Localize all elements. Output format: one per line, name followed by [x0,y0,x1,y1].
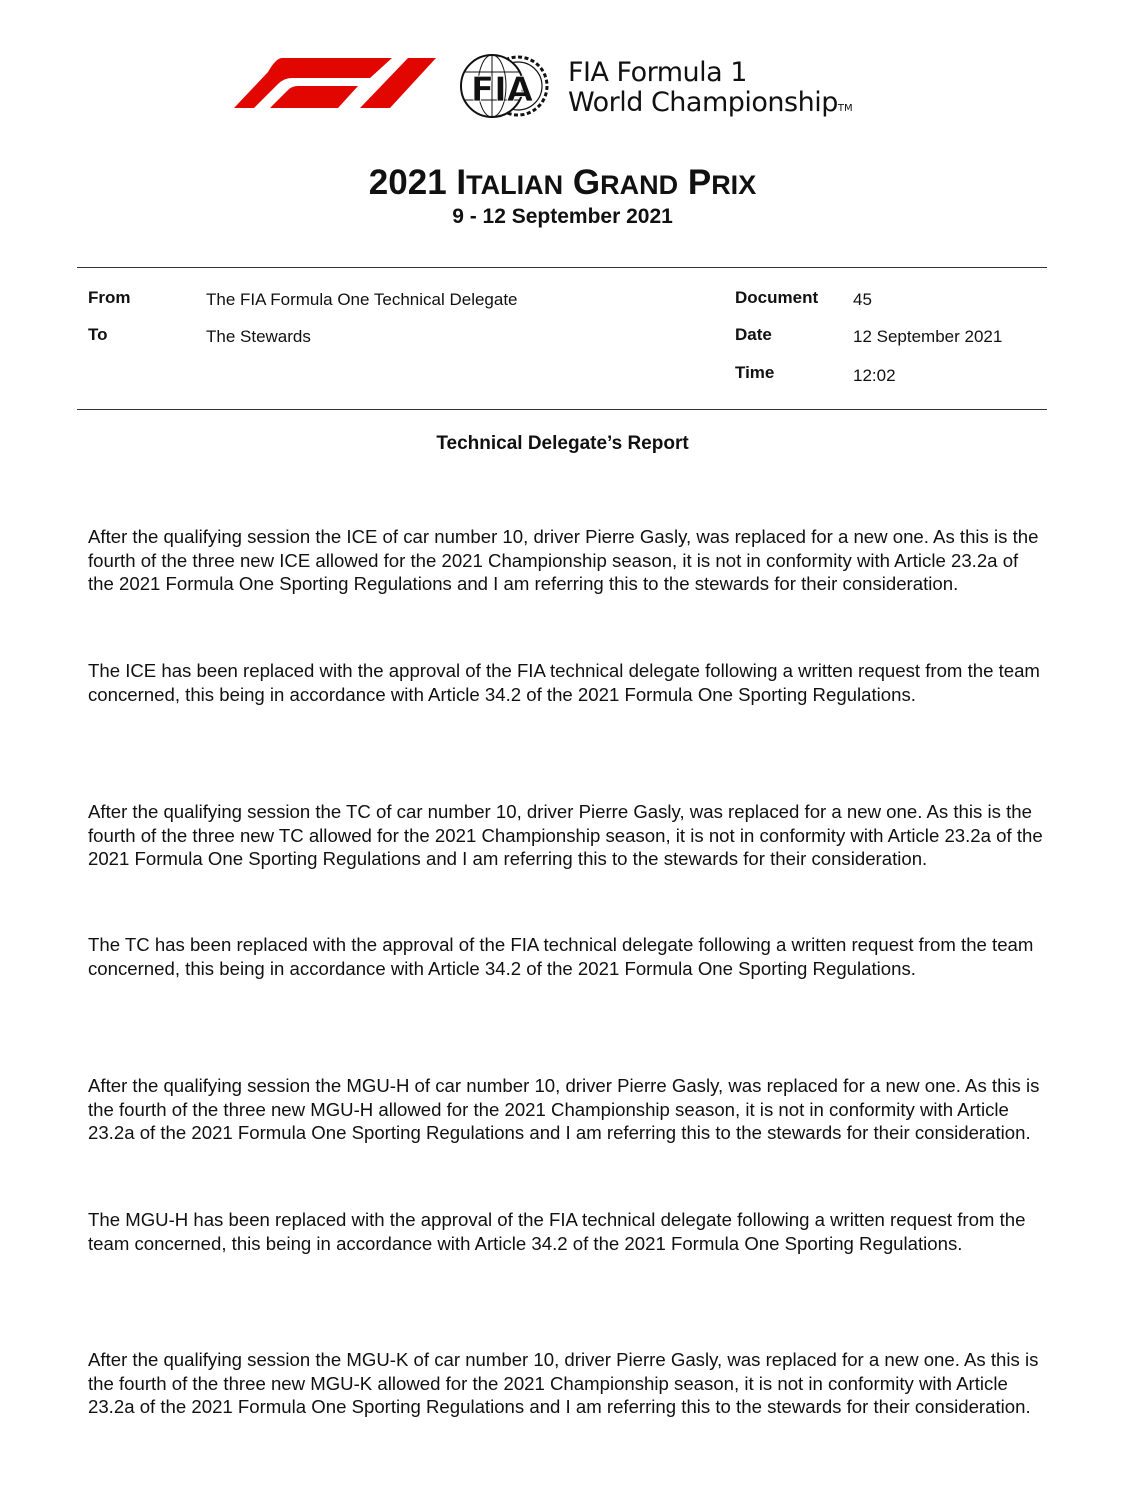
paragraph-mguk-replacement: After the qualifying session the MGU-K of car number 10, driver Pierre Gasly, was replaced for a new one. As this is the fourth of the three new MGU-K allowed for the 2021 Championship season, it is not in conformity with Article 23.2a of the 2021 Formula One Sporting Regulations and I am referring this to the stewards for their consideration. [88,1349,1039,1418]
fia-emblem-text: FIA [470,70,534,110]
paragraph-ice-replacement: After the qualifying session the ICE of car number 10, driver Pierre Gasly, was replaced for a new one. As this is the fourth of the three new ICE allowed for the 2021 Championship season, it is not in conformity with Article 23.2a of the 2021 Formula One Sporting Regulations and I am referring this to the stewards for their consideration. [88,526,1039,595]
logo-line-2 [568,88,853,124]
logo-wordmark [568,58,853,124]
report-title: Technical Delegate’s Report [436,433,689,454]
document-value: 45 [853,290,872,309]
time-value: 12:02 [853,366,896,385]
date-label: Date [735,325,772,344]
event-word-1: ITALIAN [456,163,564,202]
logo-line-2-text: World Championship [568,87,838,118]
event-year: 2021 [368,163,447,202]
f1-mark [234,58,436,108]
to-value: The Stewards [206,327,311,346]
time-label: Time [735,363,775,382]
date-value: 12 September 2021 [853,327,1003,346]
event-title [0,162,1125,206]
event-word-2: GRAND [572,163,679,202]
event-word-3: PRIX [687,163,757,202]
paragraph-mguh-replacement: After the qualifying session the MGU-H of car number 10, driver Pierre Gasly, was replaced for a new one. As this is the fourth of the three new MGU-H allowed for the 2021 Championship season, it is not in conformity with Article 23.2a of the 2021 Formula One Sporting Regulations and I am referring this to the stewards for their consideration. [88,1075,1040,1144]
from-value: The FIA Formula One Technical Delegate [206,290,518,309]
fia-emblem-icon [461,55,547,117]
divider-top [77,267,1047,268]
fia-f1-logo [232,50,922,122]
to-label: To [88,325,108,344]
paragraph-mguh-approval: The MGU-H has been replaced with the approval of the FIA technical delegate following a written request from the team concerned, this being in accordance with Article 34.2 of the 2021 Formula One Sporting Regulations. [88,1209,1026,1254]
f1-logo-icon [232,50,572,122]
event-dates: 9 - 12 September 2021 [452,205,673,228]
logo-line-1: FIA Formula 1 [568,57,747,88]
trademark-symbol: TM [837,103,853,114]
paragraph-tc-replacement: After the qualifying session the TC of car number 10, driver Pierre Gasly, was replaced for a new one. As this is the fourth of the three new TC allowed for the 2021 Championship season, it is not in conformity with Article 23.2a of the 2021 Formula One Sporting Regulations and I am referring this to the stewards for their consideration. [88,801,1043,870]
paragraph-tc-approval: The TC has been replaced with the approval of the FIA technical delegate following a written request from the team concerned, this being in accordance with Article 34.2 of the 2021 Formula One Sporting Regulations. [88,934,1034,979]
from-label: From [88,288,131,307]
divider-bottom [77,409,1047,410]
document-label: Document [735,288,819,307]
paragraph-ice-approval: The ICE has been replaced with the approval of the FIA technical delegate following a written request from the team concerned, this being in accordance with Article 34.2 of the 2021 Formula One Sporting Regulations. [88,660,1040,705]
